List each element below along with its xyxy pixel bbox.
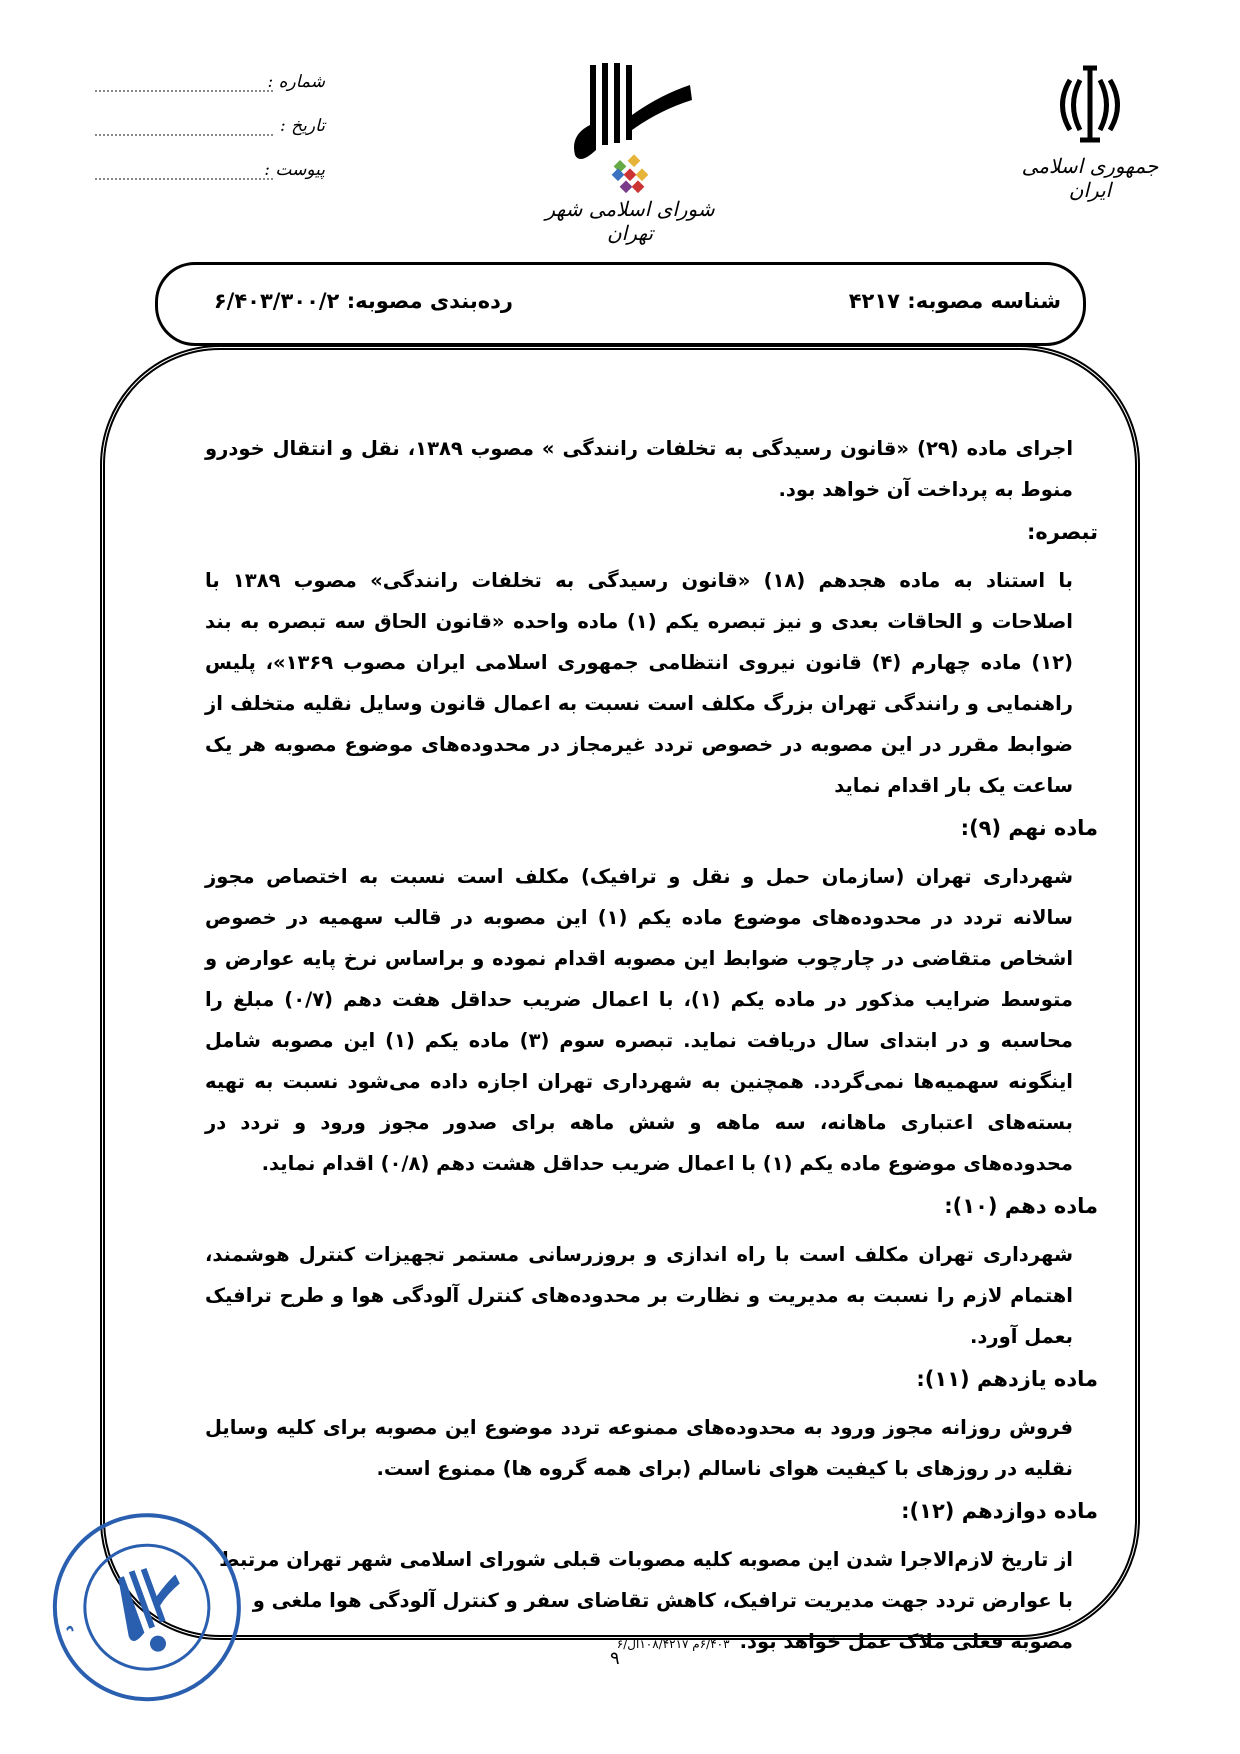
stamp-text: دبیرخانه شورای اسلامی شهر تهران bbox=[22, 1533, 78, 1636]
paragraph: شهرداری تهران (سازمان حمل و نقل و ترافیک) مکلف است نسبت به اختصاص مجوز سالانه تردد در محدوده‌های موضوع ماده یکم (۱) این مصوبه در قالب سهمیه در خصوص اشخاص متقاضی در چارچوب ضوابط این مصوبه اقدام نموده و براساس نرخ پایه عوارض و متوسط ضرایب مذکور در ماده یکم (۱)، با اعمال ضریب حداقل هفت دهم (۰/۷) مبلغ را محاسبه و در ابتدای سال دریافت نماید. تبصره سوم (۳) ماده یکم (۱) این مصوبه شامل اینگونه سهمیه‌ها نمی‌گردد. همچنین به شهرداری تهران اجازه داده می‌شود نسبت به تهیه بسته‌های اعتباری ماهانه، سه ماهه و شش ماهه برای صدور مجوز ورود و تردد در محدوده‌های موضوع ماده یکم (۱) با اعمال ضریب حداقل هشت دهم (۰/۸) اقدام نماید. bbox=[205, 865, 1073, 1175]
section-heading-article-11: ماده یازدهم (۱۱): bbox=[916, 1367, 1098, 1391]
section-heading-note: تبصره: bbox=[1026, 520, 1098, 544]
resolution-id-box bbox=[155, 262, 1086, 346]
dotted-line bbox=[95, 90, 273, 92]
paragraph: اجرای ماده (۲۹) «قانون رسیدگی به تخلفات رانندگی » مصوب ۱۳۸۹، نقل و انتقال خودرو منوط به پرداخت آن خواهد بود. bbox=[205, 437, 1073, 501]
page-number: ۹ bbox=[610, 1648, 620, 1669]
paragraph: فروش روزانه مجوز ورود به محدوده‌های ممنوعه تردد موضوع این مصوبه برای کلیه وسایل نقلیه در روزهای با کیفیت هوای ناسالم (برای همه گروه ها) ممنوع است. bbox=[205, 1416, 1073, 1480]
section-heading-article-12: ماده دوازدهم (۱۲): bbox=[901, 1499, 1098, 1523]
council-logo: شورای اسلامی شهر تهران bbox=[540, 55, 720, 235]
date-field: تاریخ : bbox=[95, 116, 325, 146]
resolution-classification: رده‌بندی مصوبه: ۶/۴۰۳/۳۰۰/۲ bbox=[213, 289, 513, 313]
dotted-line bbox=[95, 178, 273, 180]
dotted-line bbox=[95, 134, 273, 136]
number-field: شماره : bbox=[95, 72, 325, 102]
emblem-icon bbox=[1055, 60, 1125, 150]
reference-number: ۶/۴۰۳م ۱۰۸/۴۲۱۷ال/۶ bbox=[616, 1637, 730, 1651]
paragraph: از تاریخ لازم‌الاجرا شدن این مصوبه کلیه مصوبات قبلی شورای اسلامی شهر تهران مرتبط با عوارض تردد جهت مدیریت ترافیک، کاهش تقاضای سفر و کنترل آلودگی هوا ملغی و مصوبه فعلی ملاک عمل خواهد بود.۶/۴۰۳م ۱۰۸/۴۲۱۷ال/۶ bbox=[219, 1548, 1073, 1653]
paragraph: با استناد به ماده هجدهم (۱۸) «قانون رسیدگی به تخلفات رانندگی» مصوب ۱۳۸۹ با اصلاحات و الحاقات بعدی و نیز تبصره یکم (۱) ماده واحده «قانون الحاق سه تبصره به بند (۱۲) ماده چهارم (۴) قانون نیروی انتظامی جمهوری اسلامی ایران مصوب ۱۳۶۹»، پلیس راهنمایی و رانندگی تهران بزرگ مکلف است نسبت به اعمال قانون وسایل نقلیه متخلف از ضوابط مقرر در این مصوبه در خصوص تردد غیرمجاز در محدوده‌های موضوع مصوبه هر یک ساعت یک بار اقدام نماید bbox=[205, 569, 1073, 797]
paragraph: شهرداری تهران مکلف است با راه اندازی و بروزرسانی مستمر تجهیزات کنترل هوشمند، اهتمام لازم را نسبت به مدیریت و نظارت بر محدوده‌های کنترل آلودگی هوا و طرح ترافیک بعمل آورد. bbox=[205, 1243, 1073, 1348]
document-body bbox=[178, 428, 1098, 1665]
iran-emblem: جمهوری اسلامی ایران bbox=[1005, 60, 1175, 202]
resolution-id: شناسه مصوبه: ۴۲۱۷ bbox=[848, 289, 1061, 313]
section-heading-article-9: ماده نهم (۹): bbox=[960, 816, 1098, 840]
attachment-field: پیوست : bbox=[95, 160, 325, 190]
section-heading-article-10: ماده دهم (۱۰): bbox=[944, 1194, 1098, 1218]
